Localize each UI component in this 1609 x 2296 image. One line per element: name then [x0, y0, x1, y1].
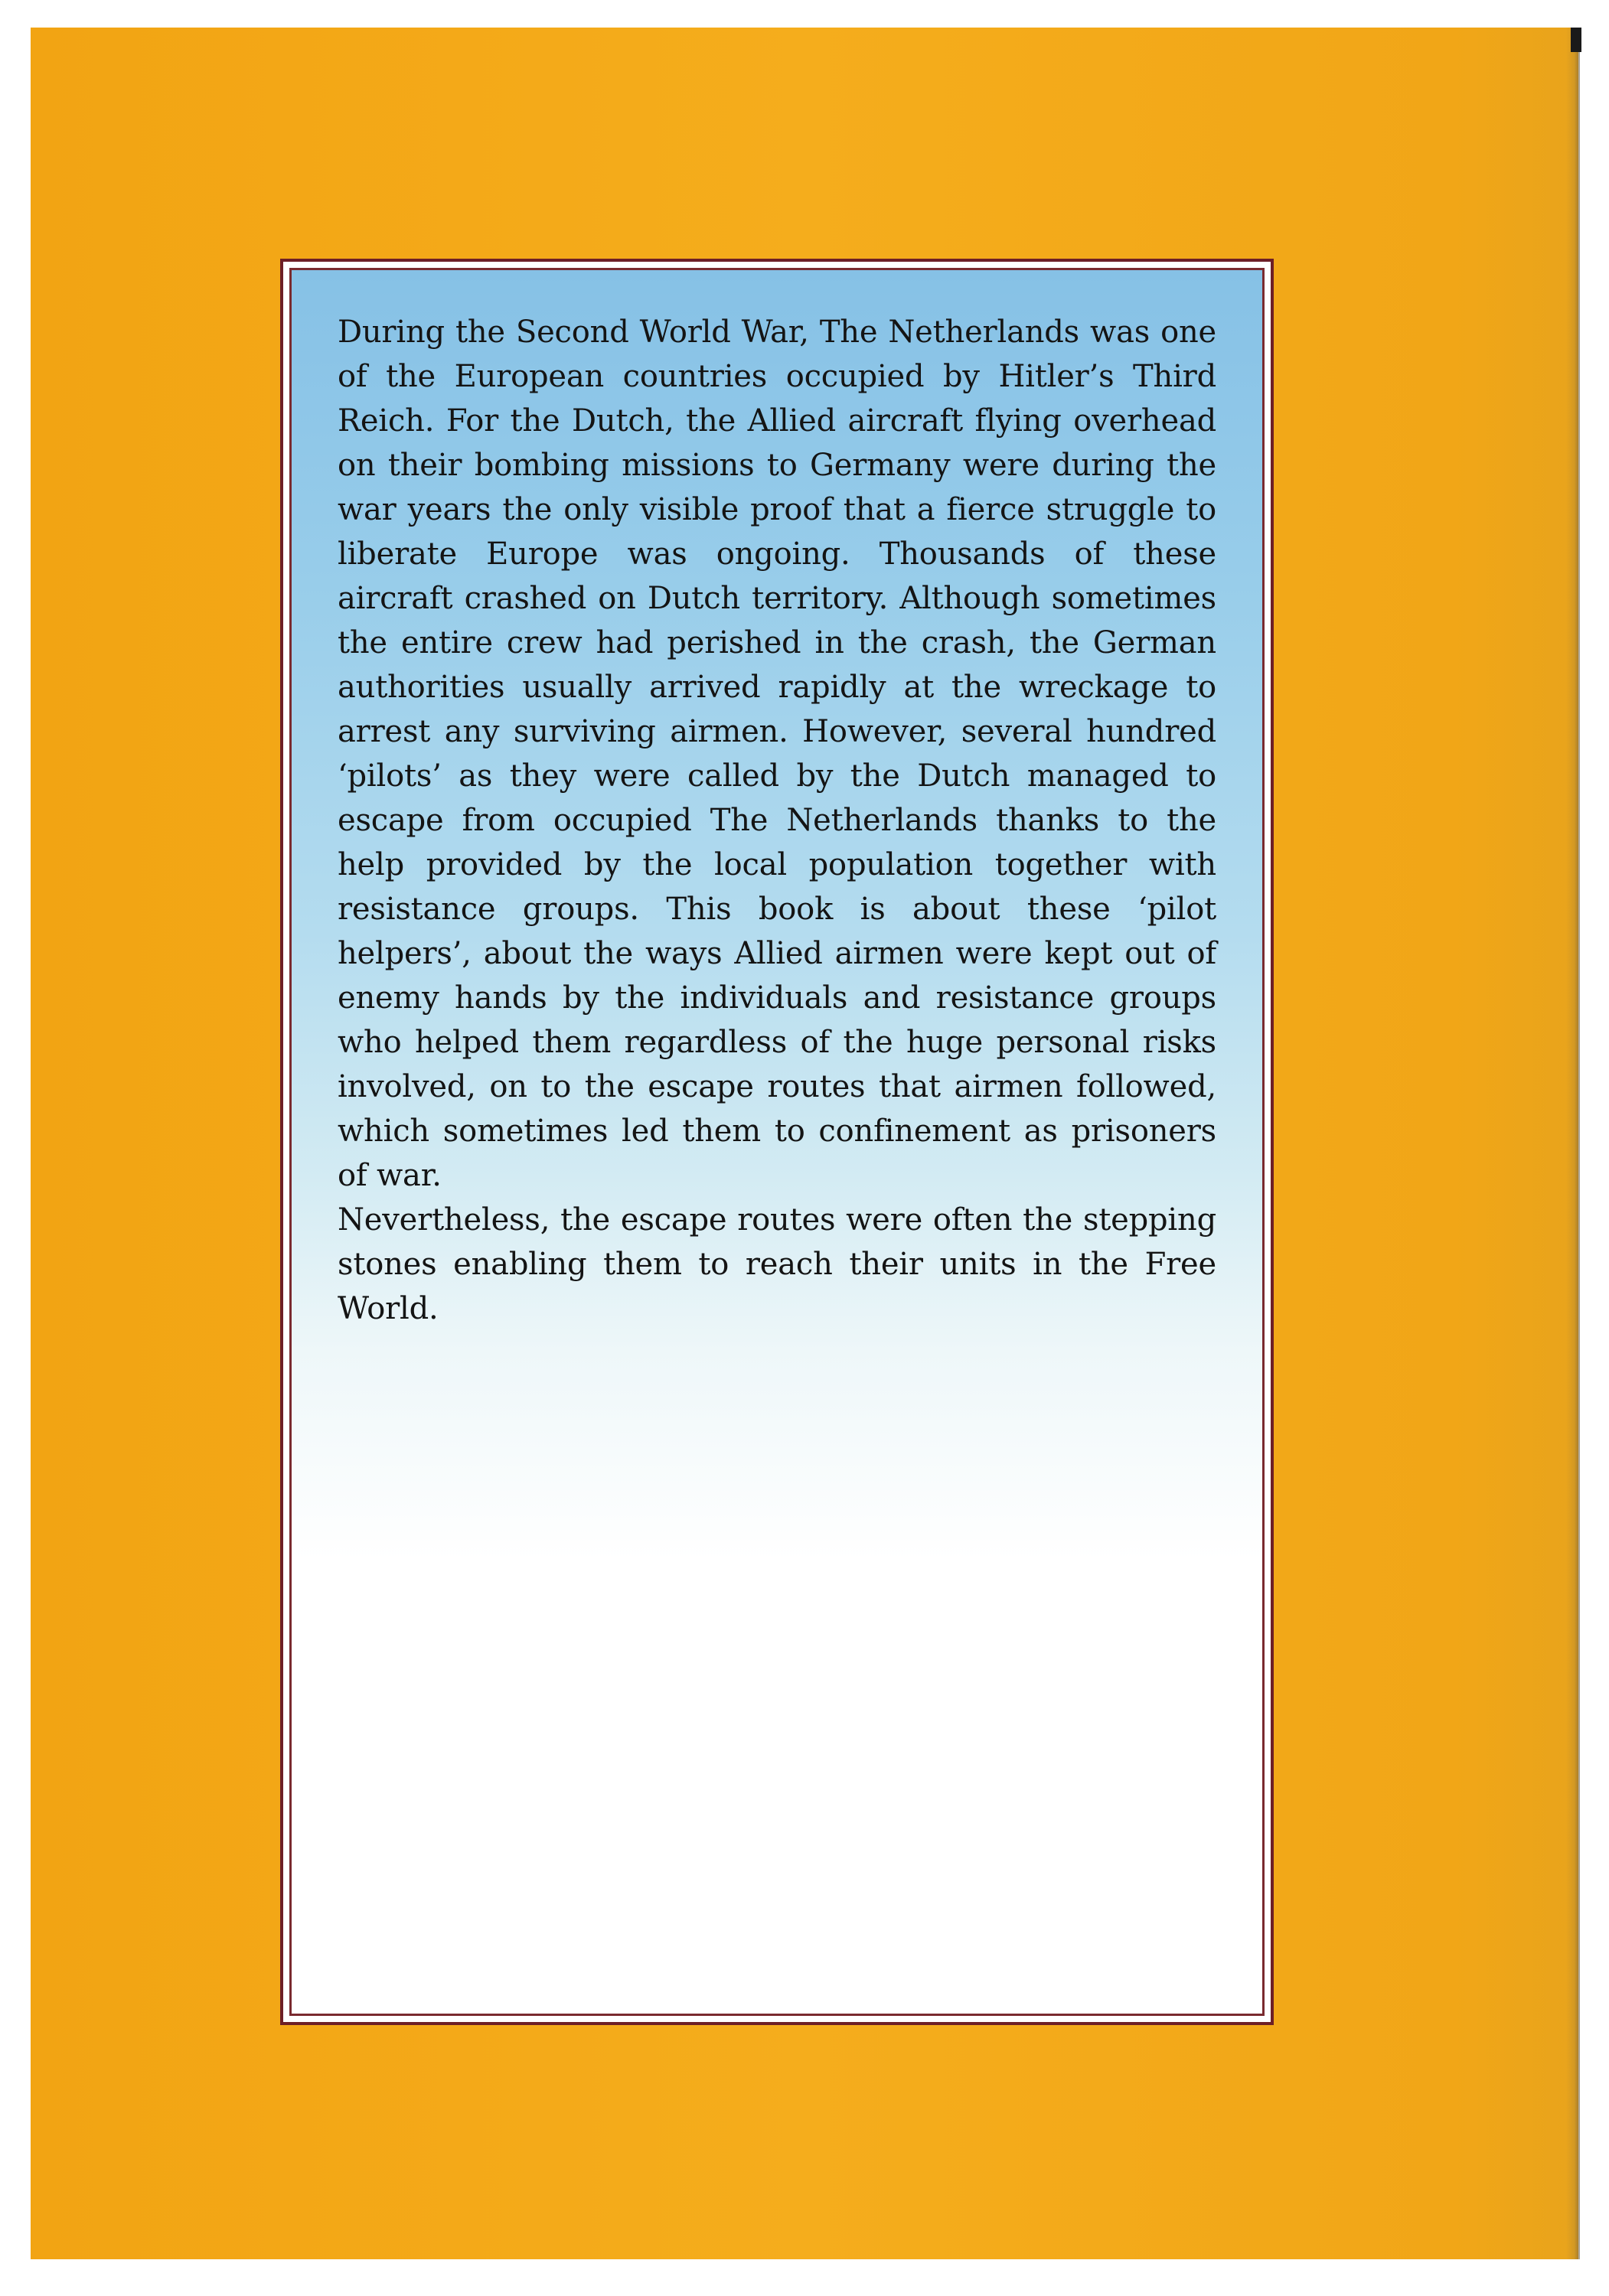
spine-dark-mark [1571, 28, 1581, 52]
blurb-paragraph-1: During the Second World War, The Netherlands was one of the European countries occupied by Hitler’s Third Reich. For the Dutch, the Allied aircraft flying overhead on their bombing missions to Germany were during the war years the only visible proof that a fierce struggle to liberate Europe was ongoing. Thousands of these aircraft crashed on Dutch territory. Although sometimes the entire crew had perished in the crash, the German authorities usually arrived rapidly at the wreckage to arrest any surviving airmen. However, several hundred ‘pilots’ as they were called by the Dutch managed to escape from occupied The Netherlands thanks to the help provided by the local population together with resistance groups. This book is about these ‘pilot helpers’, about the ways Allied airmen were kept out of enemy hands by the individuals and resistance groups who helped them regardless of the huge personal risks involved, on to the escape routes that airmen followed, which sometimes led them to confinement as prisoners of war. [338, 315, 1216, 1193]
blurb-text [338, 310, 1216, 1331]
blurb-panel [280, 259, 1274, 2025]
cover-spine-edge [1566, 28, 1580, 2259]
blurb-panel-inner [289, 268, 1265, 2016]
blurb-paragraph-2: Nevertheless, the escape routes were often the stepping stones enabling them to reach their units in the Free World. [338, 1202, 1216, 1326]
